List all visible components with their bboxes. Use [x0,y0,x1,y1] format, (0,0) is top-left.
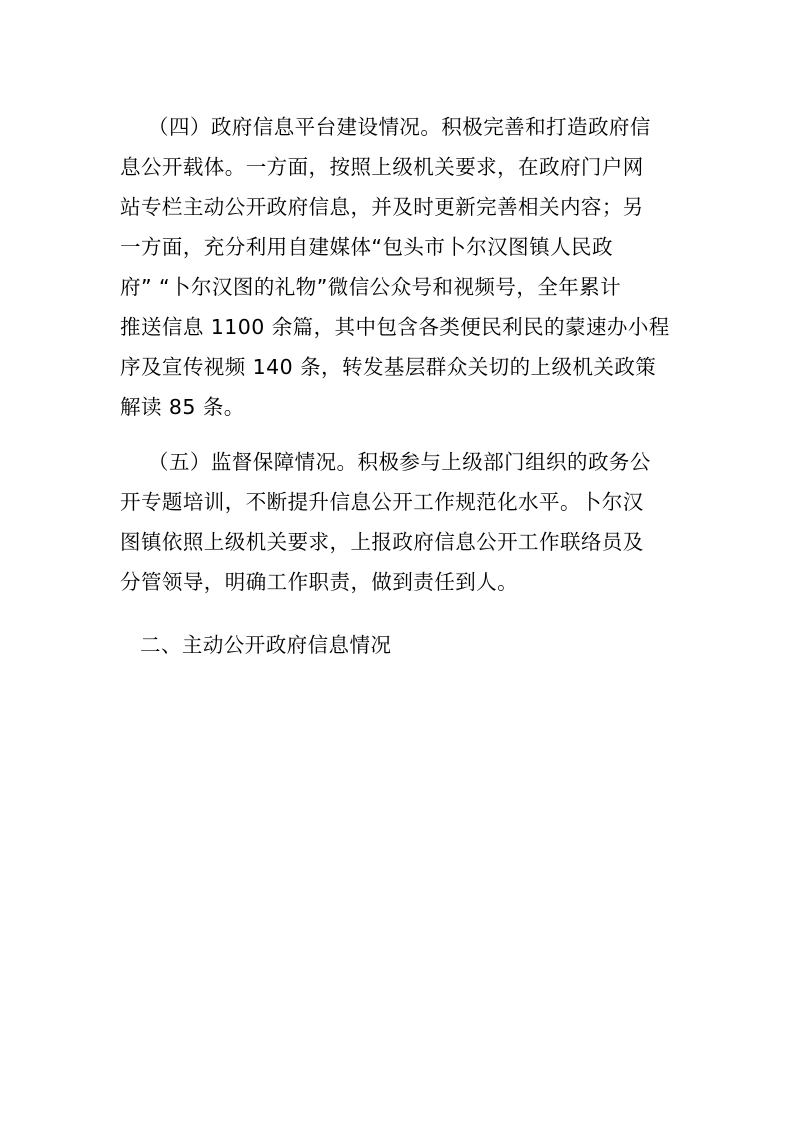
paragraph-line: 一方面，充分利用自建媒体“包头市卜尔汉图镇人民政 [120,235,613,259]
paragraph-line: 站专栏主动公开政府信息，并及时更新完善相关内容；另 [120,195,644,219]
paragraph-line: 推送信息 1100 余篇，其中包含各类便民利民的蒙速办小程 [120,315,670,339]
paragraph-line: （五）监督保障情况。积极参与上级部门组织的政务公 [148,450,651,474]
paragraph-line: 分管领导，明确工作职责，做到责任到人。 [120,570,519,594]
paragraph-line: 解读 85 条。 [120,395,245,419]
paragraph-line: 开专题培训，不断提升信息公开工作规范化水平。卜尔汉 [120,490,644,514]
paragraph-line: 府” “卜尔汉图的礼物”微信公众号和视频号，全年累计 [120,275,622,299]
section-heading: 二、主动公开政府信息情况 [140,633,392,657]
paragraph-line: （四）政府信息平台建设情况。积极完善和打造政府信 [148,115,651,139]
paragraph-line: 序及宣传视频 140 条，转发基层群众关切的上级机关政策 [120,355,657,379]
paragraph-line: 息公开载体。一方面，按照上级机关要求，在政府门户网 [120,155,644,179]
paragraph-line: 图镇依照上级机关要求，上报政府信息公开工作联络员及 [120,530,644,554]
